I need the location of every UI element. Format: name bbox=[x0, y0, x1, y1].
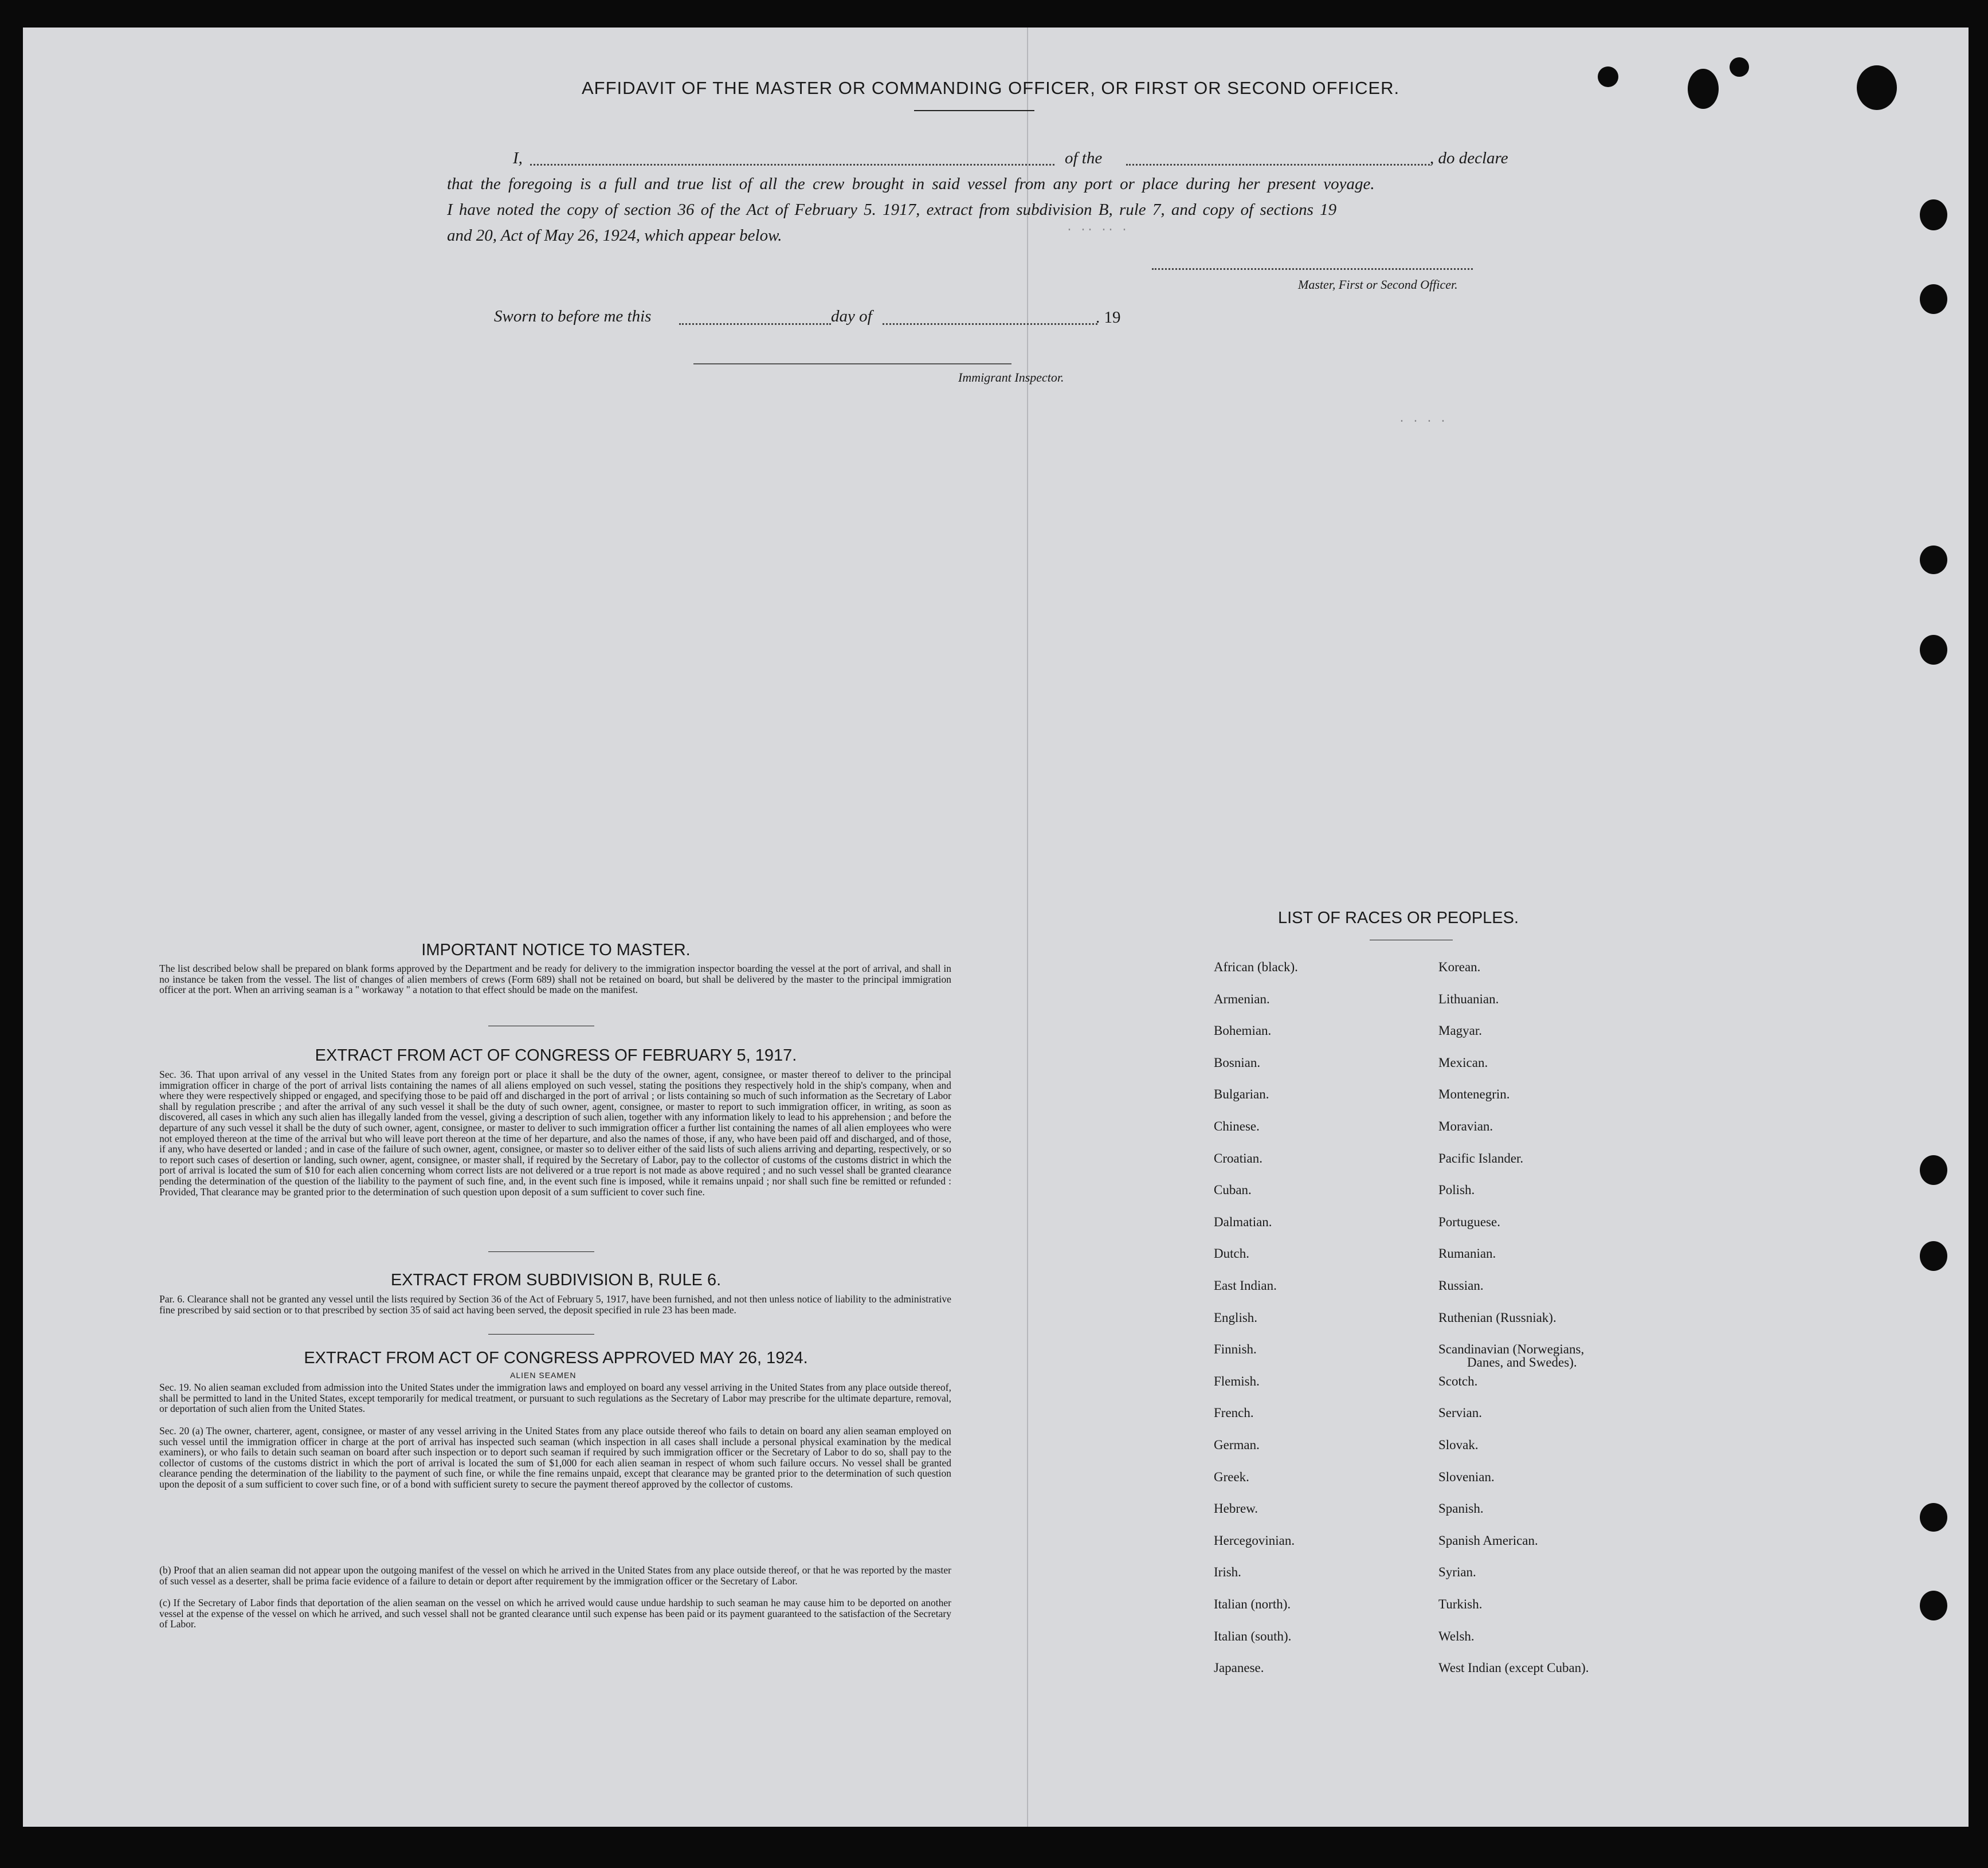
race-item: Dalmatian. bbox=[1214, 1214, 1272, 1229]
race-item: Hebrew. bbox=[1214, 1501, 1258, 1516]
race-item: Mexican. bbox=[1438, 1055, 1488, 1070]
master-signature-label: Master, First or Second Officer. bbox=[1298, 277, 1458, 292]
punch-hole bbox=[1857, 65, 1897, 110]
extract-rule6-body: Par. 6. Clearance shall not be granted any vessel until the lists required by Section 36 of the Act of February 5, 1917, have been furnished, and not then unless notice of liability to the administrative fine prescribed by said section or to that prescribed by section 35 of said act having been served, the deposit specified in rule 23 has been made. bbox=[159, 1293, 951, 1316]
race-item: Japanese. bbox=[1214, 1661, 1264, 1675]
race-item: German. bbox=[1214, 1438, 1260, 1452]
punch-hole bbox=[1920, 1503, 1947, 1532]
race-item: Bohemian. bbox=[1214, 1023, 1272, 1038]
race-item: Cuban. bbox=[1214, 1183, 1252, 1198]
punch-hole bbox=[1920, 1241, 1947, 1271]
race-item-scandinavian-cont: Danes, and Swedes). bbox=[1467, 1355, 1577, 1369]
race-item: Chinese. bbox=[1214, 1119, 1260, 1133]
extract-1917-title: EXTRACT FROM ACT OF CONGRESS OF FEBRUARY 5, 1917. bbox=[315, 1046, 797, 1065]
sworn-month-field[interactable] bbox=[883, 323, 1097, 325]
affidavit-of-the-label: of the bbox=[1065, 149, 1103, 167]
race-item: Slovak. bbox=[1438, 1438, 1479, 1452]
extract-1924-sec20a: Sec. 20 (a) The owner, charterer, agent, consignee, or master of any vessel arriving in the United States from any place outside thereof who fails to detain on board any alien seaman employed on such vessel until the immigration officer in charge at the port of arrival has inspected such seaman (which inspection in all cases shall include a personal physical examination by the medical examiners), or who fails to detain such seaman on board after such inspection or to deport such seaman if required by such immigration officer or the Secretary of Labor to do so, shall pay to the collector of customs of the customs district in which the port of arrival is located the sum of $1,000 for each alien seaman in respect of whom such failure occurs. No vessel shall be granted clearance pending the determination of the liability to the payment of such fine, or while the fine remains unpaid, except that clearance may be granted prior to the determination of such question upon the deposit of a sum sufficient to cover such fine, or of a bond with sufficient surety to secure the payment thereof approved by the collector of customs. bbox=[159, 1425, 951, 1490]
race-item: Italian (south). bbox=[1214, 1628, 1292, 1643]
master-signature-field[interactable] bbox=[1152, 268, 1473, 270]
punch-hole bbox=[1920, 635, 1947, 665]
race-item: Polish. bbox=[1438, 1183, 1475, 1198]
race-item: Dutch. bbox=[1214, 1246, 1249, 1261]
sworn-day-field[interactable] bbox=[679, 323, 831, 325]
race-item: Scandinavian (Norwegians, bbox=[1438, 1342, 1585, 1357]
affidavit-title: AFFIDAVIT OF THE MASTER OR COMMANDING OFFICER, OR FIRST OR SECOND OFFICER. bbox=[582, 78, 1400, 98]
affidavit-line-4: and 20, Act of May 26, 1924, which appear below. bbox=[447, 226, 782, 245]
race-item: French. bbox=[1214, 1406, 1254, 1420]
vessel-name-field[interactable] bbox=[1126, 164, 1430, 166]
race-item: Bosnian. bbox=[1214, 1055, 1261, 1070]
divider bbox=[488, 1251, 594, 1252]
punch-hole bbox=[1688, 69, 1719, 109]
affidavit-do-declare: , do declare bbox=[1430, 149, 1508, 167]
race-item: Servian. bbox=[1438, 1406, 1483, 1420]
race-item: Portuguese. bbox=[1438, 1214, 1500, 1229]
extract-rule6-title: EXTRACT FROM SUBDIVISION B, RULE 6. bbox=[390, 1271, 722, 1289]
day-of-label: day of bbox=[831, 307, 872, 325]
punch-hole bbox=[1920, 199, 1947, 230]
punch-hole bbox=[1920, 546, 1947, 574]
race-item: Scotch. bbox=[1438, 1373, 1478, 1388]
affidavit-line-3: I have noted the copy of section 36 of the Act of February 5. 1917, extract from subdivision B, rule 7, and copy of sections 19 bbox=[447, 201, 1337, 219]
year-prefix: . 19 bbox=[1096, 308, 1121, 327]
race-item: Spanish. bbox=[1438, 1501, 1484, 1516]
document-sheet bbox=[23, 28, 1969, 1827]
race-item: Syrian. bbox=[1438, 1565, 1476, 1580]
extract-1924-sec20c: (c) If the Secretary of Labor finds that deportation of the alien seaman on the vessel on which he arrived would cause undue hardship to such seaman he may cause him to be deported on another vessel at the expense of the vessel on which he arrived, and such vessel shall not be granted clearance until such expense has been paid or its payment guaranteed to the satisfaction of the Secretary of Labor. bbox=[159, 1597, 951, 1630]
race-item: Hercegovinian. bbox=[1214, 1533, 1295, 1548]
affidavit-line-2: that the foregoing is a full and true list of all the crew brought in said vessel from any port or place during her present voyage. bbox=[447, 175, 1375, 193]
inspector-signature-line[interactable] bbox=[693, 363, 1011, 364]
race-item: Ruthenian (Russniak). bbox=[1438, 1310, 1556, 1325]
race-item: Italian (north). bbox=[1214, 1597, 1291, 1611]
race-item: Finnish. bbox=[1214, 1342, 1257, 1357]
extract-1924-title: EXTRACT FROM ACT OF CONGRESS APPROVED MAY 26, 1924. bbox=[304, 1349, 808, 1367]
punch-hole bbox=[1920, 284, 1947, 314]
race-item: Greek. bbox=[1214, 1469, 1249, 1484]
race-item: East Indian. bbox=[1214, 1278, 1277, 1293]
race-item: Korean. bbox=[1438, 960, 1481, 974]
punch-hole bbox=[1730, 57, 1749, 77]
race-item: Rumanian. bbox=[1438, 1246, 1496, 1261]
race-item: Turkish. bbox=[1438, 1597, 1483, 1611]
race-item: Moravian. bbox=[1438, 1119, 1493, 1133]
center-fold bbox=[1027, 28, 1028, 1827]
title-underline bbox=[914, 110, 1034, 111]
race-item: Irish. bbox=[1214, 1565, 1241, 1580]
bleed-through-marks: . . . . bbox=[1398, 413, 1447, 426]
race-item: Pacific Islander. bbox=[1438, 1151, 1524, 1165]
race-item: Lithuanian. bbox=[1438, 991, 1499, 1006]
punch-hole bbox=[1920, 1155, 1947, 1185]
race-item: Welsh. bbox=[1438, 1628, 1475, 1643]
race-item: West Indian (except Cuban). bbox=[1438, 1661, 1589, 1675]
extract-1924-sec20b: (b) Proof that an alien seaman did not appear upon the outgoing manifest of the vessel on which he arrived in the United States from any place outside thereof, or that he was reported by the master of such vessel as a deserter, shall be prima facie evidence of a failure to detain or deport after requirement by the immigration officer or the Secretary of Labor. bbox=[159, 1564, 951, 1587]
race-item: Magyar. bbox=[1438, 1023, 1483, 1038]
extract-1917-body: Sec. 36. That upon arrival of any vessel in the United States from any foreign port or place it shall be the duty of the owner, agent, consignee, or master thereof to deliver to the principal immigration officer in charge of the port of arrival lists containing the names of all aliens employed on such vessel, stating the positions they respectively hold in the ship's company, when and where they were respectively shipped or engaged, and specifying those to be paid off and discharged in the port of arrival ; or lists containing so much of such information as the Secretary of Labor shall by regulation prescribe ; and after the arrival of any such vessel it shall be the duty of such owner, agent, consignee, or master to report to such immigration officer, in writing, as soon as discovered, all cases in which any such alien has illegally landed from the vessel, giving a description of such alien, together with any information likely to lead to his apprehension ; and before the departure of any such vessel it shall be the duty of such owner, agent, consignee, or master to deliver to such immigration officer a further list containing the names of all alien employees who were not employed thereon at the time of the arrival but who will leave port thereon at the time of her departure, and also the names of those, if any, who have been paid off and discharged, and of those, if any, who have deserted or landed ; and in case of the failure of such owner, agent, consignee, or master so to deliver either of the said lists of such aliens arriving and departing, respectively, or so to report such cases of desertion or landing, such owner, agent, consignee, or master shall, if required by the Secretary of Labor, pay to the collector of customs of the customs district in which the port of arrival is located the sum of $10 for each alien concerning whom correct lists are not delivered or a true report is not made as above required ; and no such vessel shall be granted clearance pending the determination of the question of the liability to the payment of such fine, and, in the event such fine is imposed, while it remains unpaid ; nor shall such fine be remitted or refunded : Provided, That clearance may be granted prior to the determination of such question upon deposit of a sum sufficient to cover such fine. bbox=[159, 1069, 951, 1198]
master-name-field[interactable] bbox=[530, 164, 1054, 166]
race-item: African (black). bbox=[1214, 960, 1298, 974]
punch-hole bbox=[1598, 66, 1618, 87]
race-item: English. bbox=[1214, 1310, 1258, 1325]
race-item: Croatian. bbox=[1214, 1151, 1262, 1165]
race-item: Armenian. bbox=[1214, 991, 1270, 1006]
notice-body: The list described below shall be prepared on blank forms approved by the Department and be ready for delivery to the immigration inspector boarding the vessel at the port of arrival, and shall in no instance be taken from the vessel. The list of changes of alien members of crews (Form 689) shall not be retained on board, but shall be delivered by the master to the principal immigration officer at the port. When an arriving seaman is a " workaway " a notation to that effect should be made on the manifest. bbox=[159, 963, 951, 996]
bleed-through-marks: . .. .. . bbox=[1066, 221, 1128, 234]
extract-1924-sec19: Sec. 19. No alien seaman excluded from admission into the United States under the immigration laws and employed on board any vessel arriving in the United States from any place outside thereof, shall be permitted to land in the United States, except temporarily for medical treatment, or pursuant to such regulations as the Secretary of Labor may prescribe for the ultimate departure, removal, or deportation of such alien from the United States. bbox=[159, 1382, 951, 1415]
sworn-label: Sworn to before me this bbox=[494, 307, 652, 325]
notice-title: IMPORTANT NOTICE TO MASTER. bbox=[421, 941, 691, 959]
race-item: Bulgarian. bbox=[1214, 1087, 1269, 1102]
extract-1924-subtitle: ALIEN SEAMEN bbox=[510, 1371, 577, 1380]
inspector-label: Immigrant Inspector. bbox=[958, 370, 1064, 384]
punch-hole bbox=[1920, 1591, 1947, 1620]
divider bbox=[488, 1334, 594, 1335]
race-item: Montenegrin. bbox=[1438, 1087, 1510, 1102]
affidavit-i-label: I, bbox=[513, 149, 523, 167]
race-item: Slovenian. bbox=[1438, 1469, 1495, 1484]
race-item: Flemish. bbox=[1214, 1373, 1260, 1388]
races-title: LIST OF RACES OR PEOPLES. bbox=[1277, 909, 1519, 927]
race-item: Russian. bbox=[1438, 1278, 1484, 1293]
race-item: Spanish American. bbox=[1438, 1533, 1538, 1548]
